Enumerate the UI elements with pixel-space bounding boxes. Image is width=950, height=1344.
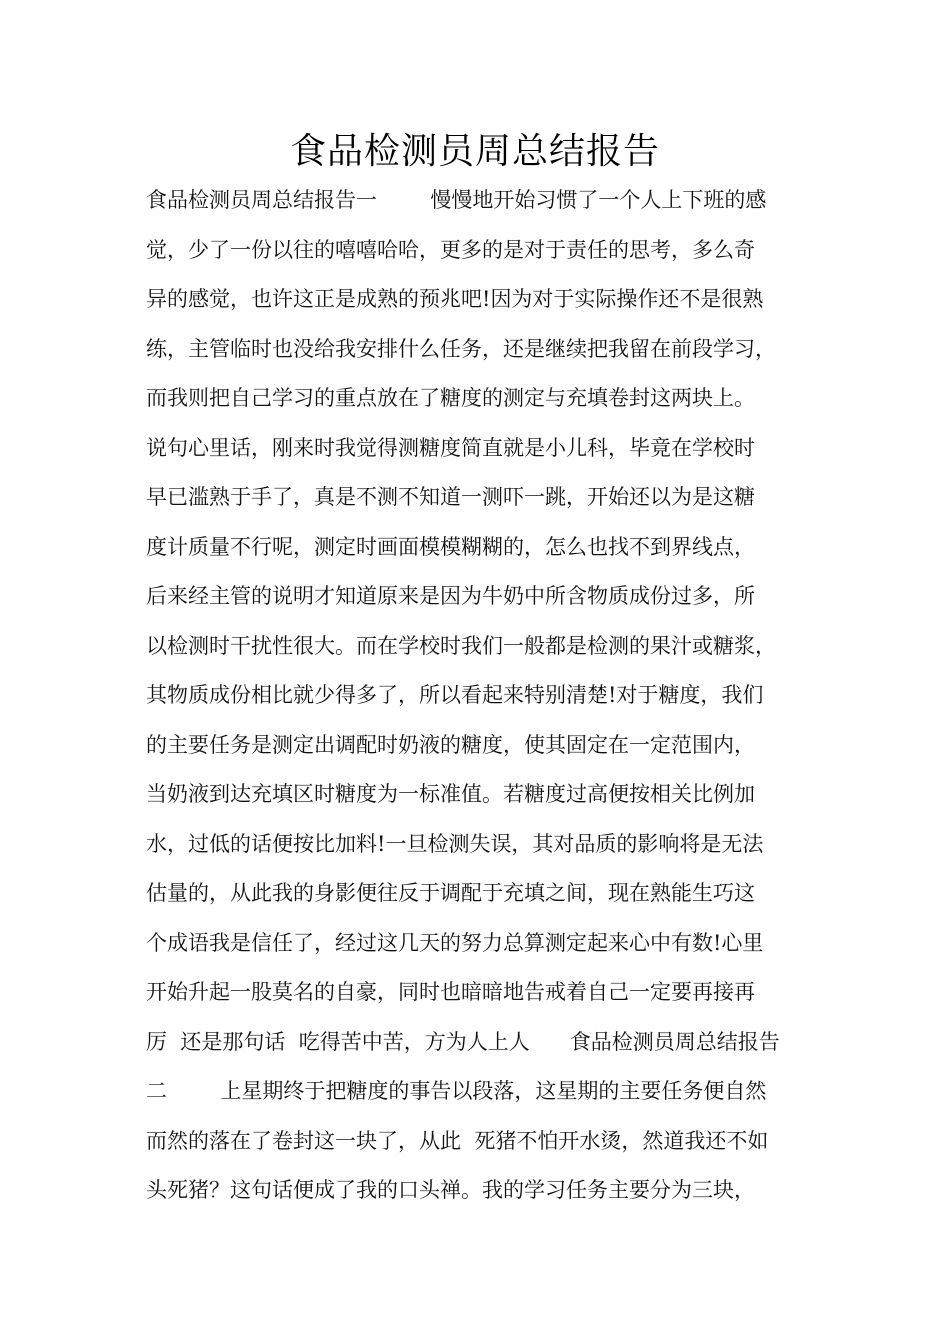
body-line: 后来经主管的说明才知道原来是因为牛奶中所含物质成份过多，所 [146,584,755,608]
body-line: 而然的落在了卷封这一块了，从此 死猪不怕开水烫，然道我还不如 [146,1128,769,1153]
body-line: 个成语我是信任了，经过这几天的努力总算测定起来心中有数!心里 [146,930,764,955]
body-line: 头死猪？这句话便成了我的口头禅。我的学习任务主要分为三块， [146,1178,755,1202]
body-line: 早已滥熟于手了，真是不测不知道一测吓一跳，开始还以为是这糖 [146,485,755,509]
body-line: 食品检测员周总结报告一 慢慢地开始习惯了一个人上下班的感 [146,188,767,212]
body-line: 估量的，从此我的身影便往反于调配于充填之间，现在熟能生巧这 [146,881,755,905]
body-line: 觉，少了一份以往的嘻嘻哈哈，更多的是对于责任的思考，多么奇 [146,237,755,262]
body-line: 其物质成份相比就少得多了，所以看起来特别清楚!对于糖度，我们 [146,683,764,707]
body-line: 厉 还是那句话 吃得苦中苦，方为人上人 食品检测员周总结报告 [146,1029,780,1054]
body-line: 练，主管临时也没给我安排什么任务，还是继续把我留在前段学习， [146,336,776,361]
body-line: 异的感觉，也许这正是成熟的预兆吧!因为对于实际操作还不是很熟 [146,287,764,311]
body-line: 而我则把自己学习的重点放在了糖度的测定与充填卷封这两块上。 [146,386,755,410]
body-line: 说句心里话，刚来时我觉得测糖度简直就是小儿科，毕竟在学校时 [146,435,755,460]
body-line: 的主要任务是测定出调配时奶液的糖度，使其固定在一定范围内， [146,732,755,757]
document-body [146,180,826,1220]
body-line: 开始升起一股莫名的自豪，同时也暗暗地告戒着自己一定要再接再 [146,980,755,1004]
body-line: 水，过低的话便按比加料!一旦检测失误，其对品质的影响将是无法 [146,831,764,856]
document-title: 食品检测员周总结报告 [289,131,660,172]
body-line: 二 上星期终于把糖度的事告以段落，这星期的主要任务便自然 [146,1079,767,1103]
body-line: 度计质量不行呢，测定时画面模模糊糊的，怎么也找不到界线点， [146,534,755,559]
body-line: 当奶液到达充填区时糖度为一标准值。若糖度过高便按相关比例加 [146,782,755,806]
body-line: 以检测时干扰性很大。而在学校时我们一般都是检测的果汁或糖浆， [146,633,776,658]
